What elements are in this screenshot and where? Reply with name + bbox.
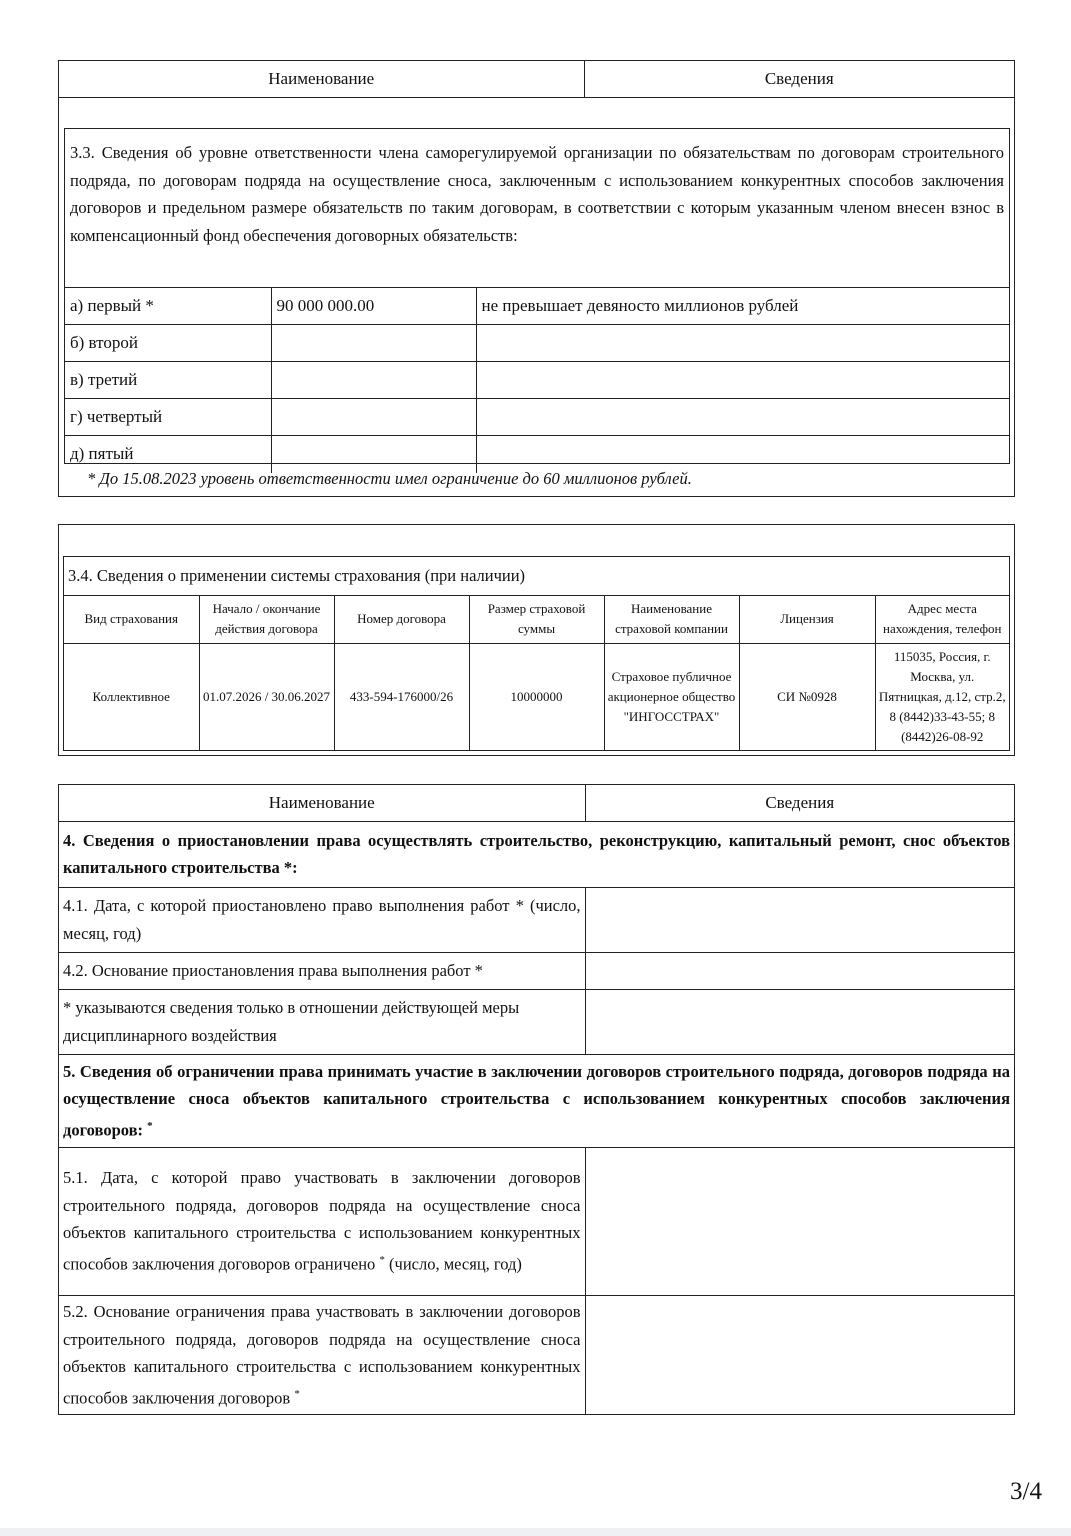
page-number: 3/4 xyxy=(1010,1478,1042,1505)
insurance-period: 01.07.2026 / 30.06.2027 xyxy=(199,643,334,750)
header-table xyxy=(59,61,1014,98)
insurance-contract-number: 433-594-176000/26 xyxy=(334,643,469,750)
insurance-type: Коллективное xyxy=(64,643,199,750)
section-4-footnote-value xyxy=(585,989,1014,1054)
level-label: б) второй xyxy=(65,325,271,362)
insurance-company: Страховое публичное акционерное общество "ИНГОССТРАХ" xyxy=(604,643,739,750)
item-5-1-text: 5.1. Дата, с которой право участвовать в заключении договоров строительного подряда, договоров подряда на осуществление сноса объектов капитального строительства с использованием конкурентных способов заключения договоров ограничено xyxy=(63,1168,581,1274)
viewer-bottom-bar xyxy=(0,1528,1071,1536)
col-header: Наименование страховой компании xyxy=(604,595,739,643)
section-5-title xyxy=(59,1054,1014,1147)
insurance-box xyxy=(58,524,1015,756)
item-5-2-mark: * xyxy=(294,1387,300,1400)
level-amount xyxy=(271,362,476,399)
insurance-address: 115035, Россия, г. Москва, ул. Пятницкая, д.12, стр.2, 8 (8442)33-43-55; 8 (8442)26-08-92 xyxy=(875,643,1009,750)
level-row xyxy=(65,436,1009,473)
level-row xyxy=(65,325,1009,362)
level-description xyxy=(476,399,1009,436)
item-4-2-value xyxy=(585,952,1014,989)
col-header: Номер договора xyxy=(334,595,469,643)
col-header: Размер страховой суммы xyxy=(469,595,604,643)
header-name-cell: Наименование xyxy=(59,61,584,97)
insurance-license: СИ №0928 xyxy=(739,643,875,750)
sections-4-5-table xyxy=(59,785,1014,1414)
col-header: Начало / окончание действия договора xyxy=(199,595,334,643)
item-5-1-tail: (число, месяц, год) xyxy=(389,1254,522,1274)
level-label: а) первый * xyxy=(65,288,271,325)
section-3-3-text: 3.3. Сведения об уровне ответственности члена саморегулируемой организации по обязательствам по договорам строительного подряда, по договорам подряда на осуществление сноса, заключенным с использованием конкурентных способов заключения договоров и предельном размере обязательств по таким договорам, в соответствии с которым указанным членом внесен взнос в компенсационный фонд обеспечения договорных обязательств: xyxy=(70,143,1004,245)
header-info-cell: Сведения xyxy=(584,61,1014,97)
item-5-1-mark: * xyxy=(379,1253,385,1266)
header-name-cell: Наименование xyxy=(59,785,585,821)
section-5-title-text: 5. Сведения об ограничении права принимать участие в заключении договоров строительного подряда, договоров подряда на осуществление сноса объектов капитального строительства с использованием конкурентных способов заключения договоров: xyxy=(63,1061,1010,1139)
item-4-2-label: 4.2. Основание приостановления права выполнения работ * xyxy=(59,952,585,989)
item-5-2-label xyxy=(59,1295,585,1414)
level-description xyxy=(476,325,1009,362)
section-4-title: 4. Сведения о приостановлении права осуществлять строительство, реконструкцию, капитальный ремонт, снос объектов капитального строительства *: xyxy=(59,821,1014,887)
section-4-footnote: * указываются сведения только в отношении действующей меры дисциплинарного воздействия xyxy=(59,989,585,1054)
level-description xyxy=(476,362,1009,399)
item-4-1-label: 4.1. Дата, с которой приостановлено право выполнения работ * (число, месяц, год) xyxy=(59,887,585,952)
level-description: не превышает девяносто миллионов рублей xyxy=(476,288,1009,325)
level-amount: 90 000 000.00 xyxy=(271,288,476,325)
level-label: д) пятый xyxy=(65,436,271,473)
liability-level-box xyxy=(58,60,1015,497)
insurance-data-row xyxy=(64,643,1009,750)
level-row xyxy=(65,399,1009,436)
col-header: Лицензия xyxy=(739,595,875,643)
item-5-2-value xyxy=(585,1295,1014,1414)
level-amount xyxy=(271,436,476,473)
item-4-1-value xyxy=(585,887,1014,952)
liability-footnote: * До 15.08.2023 уровень ответственности имел ограничение до 60 миллионов рублей. xyxy=(87,469,692,488)
level-amount xyxy=(271,325,476,362)
level-description xyxy=(476,436,1009,473)
item-5-1-value xyxy=(585,1147,1014,1295)
suspension-restriction-box xyxy=(58,784,1015,1415)
item-5-2-text: 5.2. Основание ограничения права участвовать в заключении договоров строительного подряда, договоров подряда на осуществление сноса объектов капитального строительства с использованием конкурентных способов заключения договоров xyxy=(63,1302,581,1407)
insurance-sum: 10000000 xyxy=(469,643,604,750)
level-label: г) четвертый xyxy=(65,399,271,436)
section-5-title-mark: * xyxy=(147,1119,153,1132)
level-row xyxy=(65,362,1009,399)
liability-levels-table xyxy=(65,287,1009,473)
level-amount xyxy=(271,399,476,436)
insurance-table xyxy=(64,557,1009,750)
section-3-3-frame xyxy=(64,128,1010,464)
item-5-1-label xyxy=(59,1147,585,1295)
col-header: Адрес места нахождения, телефон xyxy=(875,595,1009,643)
insurance-title: 3.4. Сведения о применении системы страхования (при наличии) xyxy=(64,557,1009,595)
header-info-cell: Сведения xyxy=(585,785,1014,821)
col-header: Вид страхования xyxy=(64,595,199,643)
insurance-header-row xyxy=(64,595,1009,643)
insurance-frame xyxy=(63,556,1010,751)
level-row xyxy=(65,288,1009,325)
level-label: в) третий xyxy=(65,362,271,399)
